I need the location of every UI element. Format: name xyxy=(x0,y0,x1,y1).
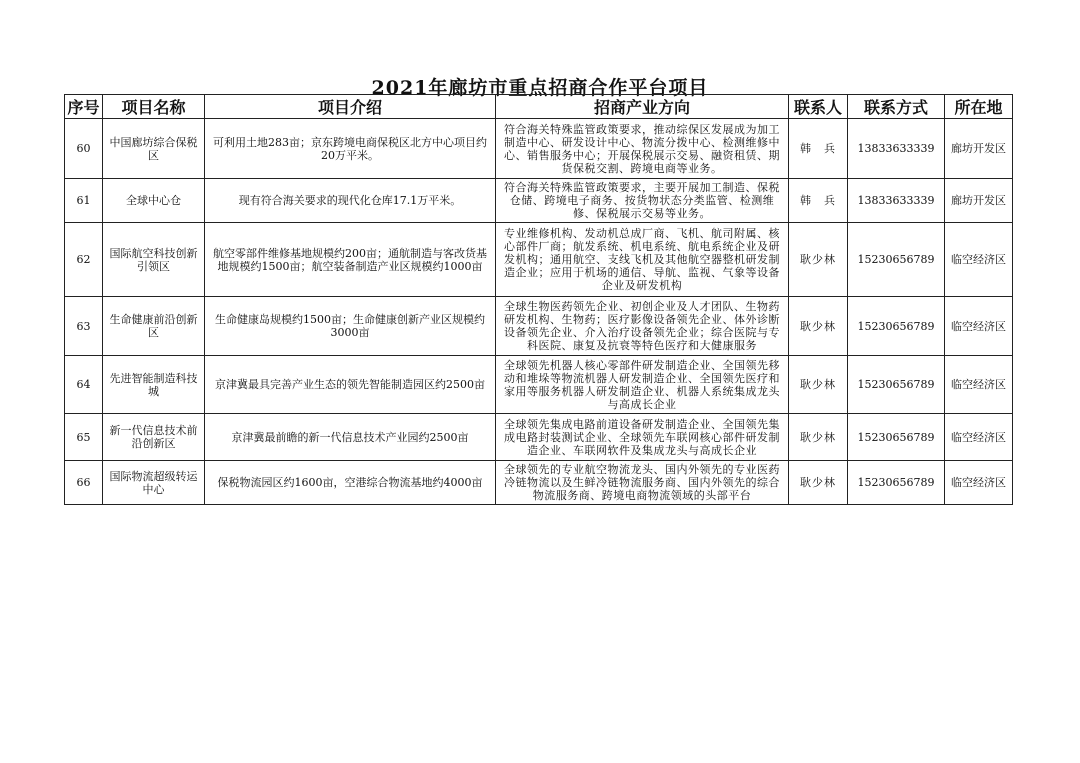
cell-industry: 全球生物医药领先企业、初创企业及人才团队、生物药研发机构、生物药；医疗影像设备领先企业、体外诊断设备领先企业、介入治疗设备领先企业；综合医院与专科医院、康复及抗衰等特色医疗和大健康服务 xyxy=(496,297,789,356)
cell-location: 临空经济区 xyxy=(945,297,1013,356)
cell-industry: 全球领先的专业航空物流龙头、国内外领先的专业医药冷链物流以及生鲜冷链物流服务商、国内外领先的综合物流服务商、跨境电商物流领域的头部平台 xyxy=(496,461,789,505)
table-row xyxy=(65,223,1013,297)
cell-intro: 保税物流园区约1600亩，空港综合物流基地约4000亩 xyxy=(205,461,496,505)
cell-no: 60 xyxy=(65,119,103,179)
table-row xyxy=(65,297,1013,356)
cell-name: 新一代信息技术前沿创新区 xyxy=(103,414,205,461)
header-contact: 联系人 xyxy=(789,95,848,119)
table-row xyxy=(65,414,1013,461)
cell-name: 中国廊坊综合保税区 xyxy=(103,119,205,179)
cell-name: 生命健康前沿创新区 xyxy=(103,297,205,356)
cell-phone: 13833633339 xyxy=(848,119,945,179)
cell-phone: 15230656789 xyxy=(848,223,945,297)
cell-intro: 生命健康岛规模约1500亩；生命健康创新产业区规模约3000亩 xyxy=(205,297,496,356)
cell-contact: 耿少林 xyxy=(789,297,848,356)
cell-location: 临空经济区 xyxy=(945,356,1013,414)
cell-location: 临空经济区 xyxy=(945,461,1013,505)
cell-phone: 15230656789 xyxy=(848,297,945,356)
cell-phone: 15230656789 xyxy=(848,356,945,414)
cell-industry: 符合海关特殊监管政策要求，推动综保区发展成为加工制造中心、研发设计中心、物流分拨中心、检测维修中心、销售服务中心；开展保税展示交易、融资租赁、期货保税交割、跨境电商等业务。 xyxy=(496,119,789,179)
table-row xyxy=(65,179,1013,223)
cell-contact: 耿少林 xyxy=(789,223,848,297)
cell-phone: 15230656789 xyxy=(848,461,945,505)
cell-location: 临空经济区 xyxy=(945,223,1013,297)
cell-no: 61 xyxy=(65,179,103,223)
cell-industry: 符合海关特殊监管政策要求，主要开展加工制造、保税仓储、跨境电子商务、按货物状态分类监管、检测维修、保税展示交易等业务。 xyxy=(496,179,789,223)
header-no: 序号 xyxy=(65,95,103,119)
cell-location: 廊坊开发区 xyxy=(945,119,1013,179)
header-industry: 招商产业方向 xyxy=(496,95,789,119)
cell-name: 国际物流超级转运中心 xyxy=(103,461,205,505)
cell-intro: 可利用土地283亩；京东跨境电商保税区北方中心项目约20万平米。 xyxy=(205,119,496,179)
cell-name: 先进智能制造科技城 xyxy=(103,356,205,414)
cell-intro: 航空零部件维修基地规模约200亩；通航制造与客改货基地规模约1500亩；航空装备制造产业区规模约1000亩 xyxy=(205,223,496,297)
cell-intro: 京津冀最具完善产业生态的领先智能制造园区约2500亩 xyxy=(205,356,496,414)
header-phone: 联系方式 xyxy=(848,95,945,119)
table-row xyxy=(65,119,1013,179)
header-intro: 项目介绍 xyxy=(205,95,496,119)
table-header-row xyxy=(65,95,1013,119)
cell-no: 66 xyxy=(65,461,103,505)
cell-intro: 现有符合海关要求的现代化仓库17.1万平米。 xyxy=(205,179,496,223)
table-row xyxy=(65,461,1013,505)
cell-contact: 韩 兵 xyxy=(789,119,848,179)
cell-phone: 15230656789 xyxy=(848,414,945,461)
cell-industry: 全球领先集成电路前道设备研发制造企业、全国领先集成电路封装测试企业、全球领先车联网核心部件研发制造企业、车联网软件及集成龙头与高成长企业 xyxy=(496,414,789,461)
cell-name: 国际航空科技创新引领区 xyxy=(103,223,205,297)
cell-no: 64 xyxy=(65,356,103,414)
cell-contact: 耿少林 xyxy=(789,414,848,461)
cell-no: 63 xyxy=(65,297,103,356)
header-location: 所在地 xyxy=(945,95,1013,119)
table-row xyxy=(65,356,1013,414)
cell-phone: 13833633339 xyxy=(848,179,945,223)
cell-name: 全球中心仓 xyxy=(103,179,205,223)
projects-table xyxy=(64,94,1013,505)
page-title: 2021年廊坊市重点招商合作平台项目 xyxy=(371,77,709,99)
cell-no: 65 xyxy=(65,414,103,461)
cell-no: 62 xyxy=(65,223,103,297)
cell-contact: 耿少林 xyxy=(789,461,848,505)
cell-industry: 全球领先机器人核心零部件研发制造企业、全国领先移动和堆垛等物流机器人研发制造企业、全国领先医疗和家用等服务机器人研发制造企业、机器人系统集成龙头与高成长企业 xyxy=(496,356,789,414)
cell-location: 临空经济区 xyxy=(945,414,1013,461)
header-name: 项目名称 xyxy=(103,95,205,119)
cell-contact: 韩 兵 xyxy=(789,179,848,223)
cell-industry: 专业维修机构、发动机总成厂商、飞机、航司附属、核心部件厂商；航发系统、机电系统、航电系统企业及研发机构；通用航空、支线飞机及其他航空器整机研发制造企业；应用于机场的通信、导航、监视、气象等设备企业及研发机构 xyxy=(496,223,789,297)
cell-location: 廊坊开发区 xyxy=(945,179,1013,223)
cell-intro: 京津冀最前瞻的新一代信息技术产业园约2500亩 xyxy=(205,414,496,461)
cell-contact: 耿少林 xyxy=(789,356,848,414)
